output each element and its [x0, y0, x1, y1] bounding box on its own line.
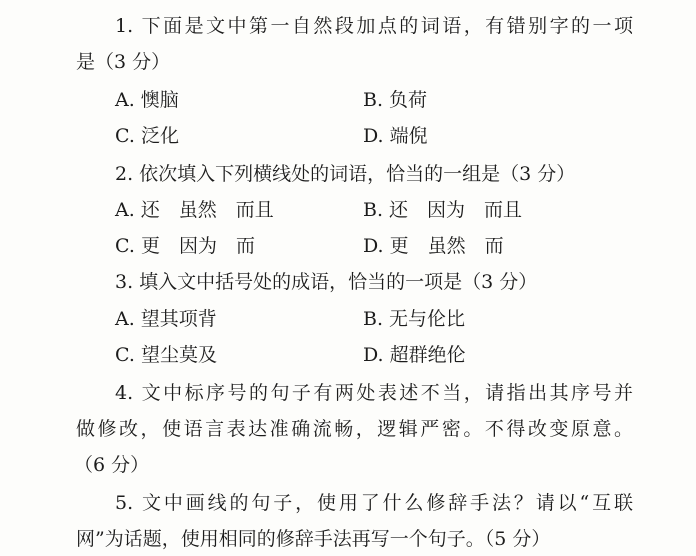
question-3-line-1: 3. 填入文中括号处的成语，恰当的一项是（3 分）	[115, 271, 538, 293]
question-3-option-b: B. 无与伦比	[363, 308, 466, 330]
question-4-line-2: 做修改，使语言表达准确流畅，逻辑严密。不得改变原意。	[76, 418, 633, 440]
question-1-option-c: C. 泛化	[115, 125, 179, 147]
question-4-line-3: （6 分）	[74, 454, 150, 476]
question-3-option-a: A. 望其项背	[115, 308, 217, 330]
question-2-option-d: D. 更 虽然 而	[363, 235, 504, 257]
question-3-option-c: C. 望尘莫及	[115, 344, 217, 366]
question-1-option-a: A. 懊脑	[115, 89, 179, 111]
question-4-line-1: 4. 文中标序号的句子有两处表述不当，请指出其序号并	[115, 382, 633, 404]
question-2-option-c: C. 更 因为 而	[115, 235, 255, 257]
question-2-option-b: B. 还 因为 而且	[363, 199, 523, 221]
question-1-option-b: B. 负荷	[363, 89, 428, 111]
question-2-option-a: A. 还 虽然 而且	[115, 199, 274, 221]
question-5-line-1: 5. 文中画线的句子，使用了什么修辞手法？请以“互联	[115, 492, 633, 514]
question-5-line-2: 网”为话题，使用相同的修辞手法再写一个句子。（5 分）	[76, 528, 551, 550]
question-1-line-2: 是（3 分）	[76, 51, 171, 73]
question-1-option-d: D. 端倪	[363, 125, 428, 147]
question-1-line-1: 1. 下面是文中第一自然段加点的词语，有错别字的一项	[115, 15, 633, 37]
question-2-line-1: 2. 依次填入下列横线处的词语，恰当的一组是（3 分）	[115, 163, 576, 185]
question-3-option-d: D. 超群绝伦	[363, 344, 466, 366]
